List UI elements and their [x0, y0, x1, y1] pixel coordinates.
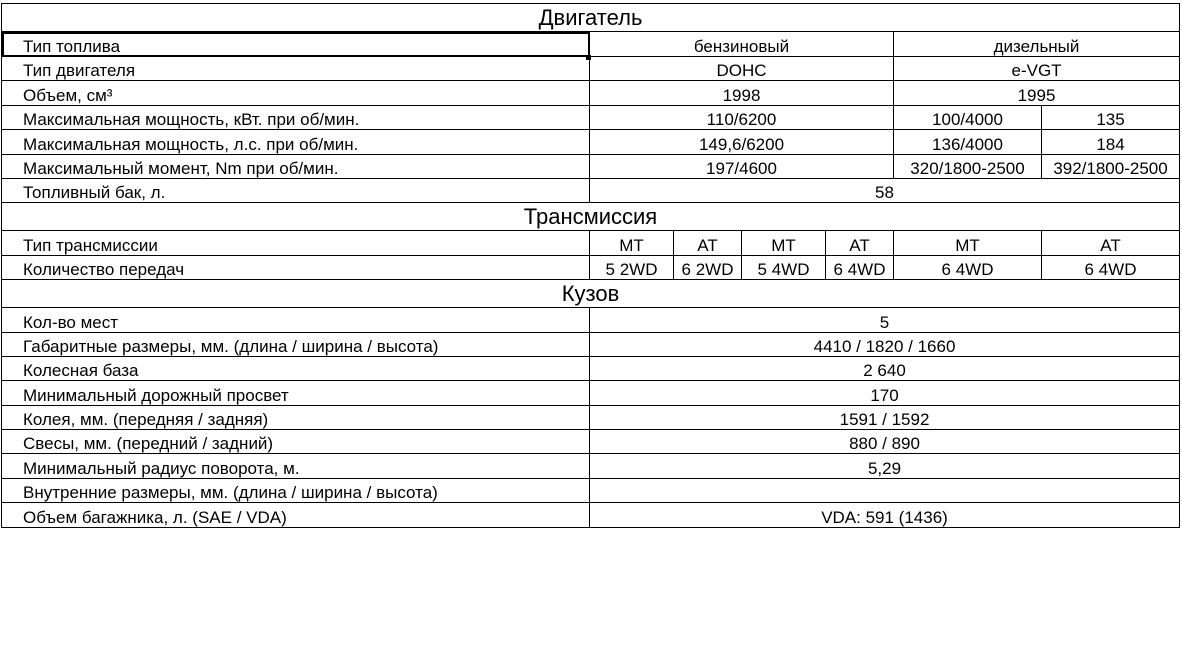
row-label[interactable]: Свесы, мм. (передний / задний): [2, 430, 590, 454]
table-row: [2, 405, 1180, 429]
table-row: [2, 308, 1180, 332]
cell-diesel-2[interactable]: 392/1800-2500: [1042, 154, 1180, 178]
table-row: [2, 454, 1180, 478]
cell-diesel-1[interactable]: 100/4000: [894, 105, 1042, 129]
cell-gears[interactable]: 6 4WD: [1042, 255, 1180, 279]
row-label[interactable]: Минимальный дорожный просвет: [2, 381, 590, 405]
table-row: [2, 356, 1180, 380]
cell-value[interactable]: 58: [590, 178, 1180, 202]
table-row: [2, 105, 1180, 129]
cell-diesel-2[interactable]: 184: [1042, 130, 1180, 154]
cell-petrol[interactable]: 110/6200: [590, 105, 894, 129]
cell-diesel-1[interactable]: 320/1800-2500: [894, 154, 1042, 178]
cell-value[interactable]: [590, 478, 1180, 502]
cell-diesel-2[interactable]: 135: [1042, 105, 1180, 129]
cell-value[interactable]: 5,29: [590, 454, 1180, 478]
cell-gears[interactable]: 6 2WD: [674, 255, 742, 279]
table-row: [2, 430, 1180, 454]
cell-value[interactable]: 1591 / 1592: [590, 405, 1180, 429]
cell-value[interactable]: 5: [590, 308, 1180, 332]
cell-gears[interactable]: 6 4WD: [894, 255, 1042, 279]
row-label[interactable]: Максимальная мощность, кВт. при об/мин.: [2, 105, 590, 129]
table-row: [2, 332, 1180, 356]
row-label[interactable]: Колесная база: [2, 356, 590, 380]
row-label[interactable]: Минимальный радиус поворота, м.: [2, 454, 590, 478]
cell-value[interactable]: VDA: 591 (1436): [590, 503, 1180, 527]
table-row: [2, 130, 1180, 154]
cell-trans-type[interactable]: AT: [674, 231, 742, 255]
cell-value[interactable]: 880 / 890: [590, 430, 1180, 454]
cell-fill-handle[interactable]: [586, 55, 591, 60]
row-label[interactable]: Топливный бак, л.: [2, 178, 590, 202]
table-row: [2, 231, 1180, 255]
cell-petrol[interactable]: 197/4600: [590, 154, 894, 178]
row-label[interactable]: Тип топлива: [2, 32, 590, 57]
cell-value[interactable]: 2 640: [590, 356, 1180, 380]
section-title-transmission: Трансмиссия: [2, 203, 1180, 231]
section-row: [2, 4, 1180, 32]
table-row: [2, 154, 1180, 178]
table-row: [2, 503, 1180, 527]
row-label[interactable]: Кол-во мест: [2, 308, 590, 332]
section-row: [2, 203, 1180, 231]
cell-diesel[interactable]: 1995: [894, 81, 1180, 105]
row-label[interactable]: Тип трансмиссии: [2, 231, 590, 255]
table-row: [2, 178, 1180, 202]
row-label[interactable]: Объем багажника, л. (SAE / VDA): [2, 503, 590, 527]
row-label[interactable]: Максимальный момент, Nm при об/мин.: [2, 154, 590, 178]
row-label[interactable]: Объем, см³: [2, 81, 590, 105]
spec-table: [1, 3, 1180, 528]
section-title-engine: Двигатель: [2, 4, 1180, 32]
cell-value[interactable]: 4410 / 1820 / 1660: [590, 332, 1180, 356]
section-title-body: Кузов: [2, 280, 1180, 308]
cell-value[interactable]: 170: [590, 381, 1180, 405]
cell-trans-type[interactable]: AT: [1042, 231, 1180, 255]
cell-trans-type[interactable]: MT: [590, 231, 674, 255]
cell-diesel[interactable]: e-VGT: [894, 57, 1180, 81]
row-label[interactable]: Колея, мм. (передняя / задняя): [2, 405, 590, 429]
row-label[interactable]: Тип двигателя: [2, 57, 590, 81]
table-row: [2, 81, 1180, 105]
cell-gears[interactable]: 5 2WD: [590, 255, 674, 279]
cell-trans-type[interactable]: MT: [742, 231, 826, 255]
cell-trans-type[interactable]: MT: [894, 231, 1042, 255]
row-label[interactable]: Количество передач: [2, 255, 590, 279]
section-row: [2, 280, 1180, 308]
table-row: [2, 381, 1180, 405]
cell-gears[interactable]: 5 4WD: [742, 255, 826, 279]
table-row: [2, 32, 1180, 57]
table-row: [2, 478, 1180, 502]
cell-petrol[interactable]: DOHC: [590, 57, 894, 81]
row-label[interactable]: Максимальная мощность, л.с. при об/мин.: [2, 130, 590, 154]
row-label[interactable]: Внутренние размеры, мм. (длина / ширина / высота): [2, 478, 590, 502]
table-row: [2, 57, 1180, 81]
cell-petrol[interactable]: 1998: [590, 81, 894, 105]
cell-petrol[interactable]: бензиновый: [590, 32, 894, 57]
cell-gears[interactable]: 6 4WD: [826, 255, 894, 279]
row-label[interactable]: Габаритные размеры, мм. (длина / ширина / высота): [2, 332, 590, 356]
cell-petrol[interactable]: 149,6/6200: [590, 130, 894, 154]
table-row: [2, 255, 1180, 279]
cell-diesel-1[interactable]: 136/4000: [894, 130, 1042, 154]
cell-diesel[interactable]: дизельный: [894, 32, 1180, 57]
cell-trans-type[interactable]: AT: [826, 231, 894, 255]
